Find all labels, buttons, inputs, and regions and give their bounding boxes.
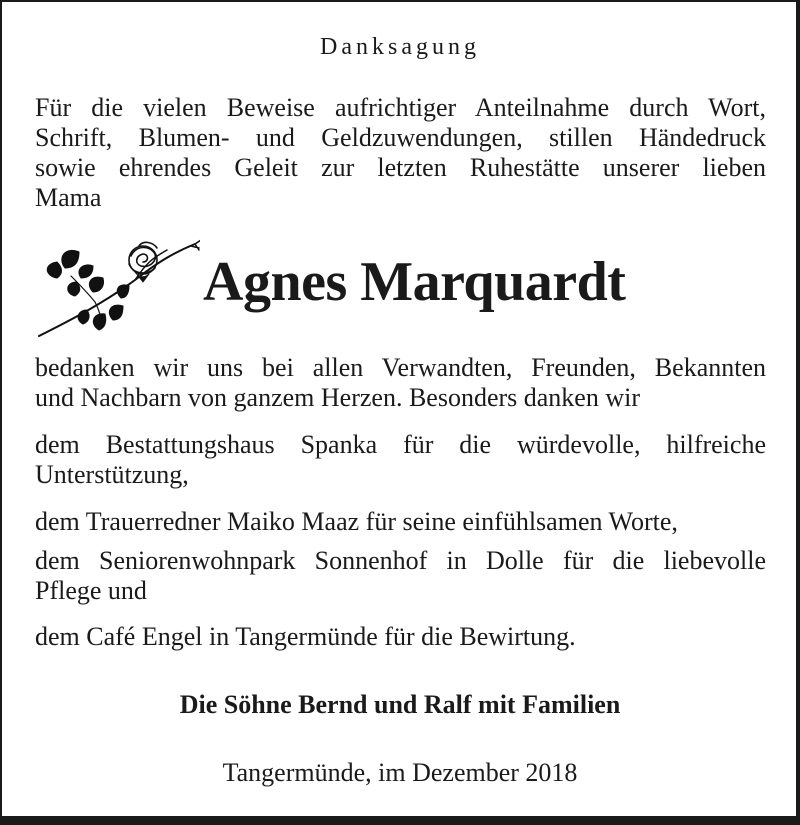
intro-line: sowie ehrendes Geleit zur letzten Ruhestätte unserer lieben — [35, 153, 766, 182]
thanks-line: Pflege und — [35, 576, 147, 605]
thanks-line: dem Café Engel in Tangermünde für die Bewirtung. — [35, 622, 576, 651]
intro-line: Mama — [35, 183, 102, 212]
thanks-line: dem Bestattungshaus Spanka für die würdevolle, hilfreiche — [35, 430, 766, 459]
thanks-paragraph-1 — [35, 353, 766, 413]
intro-line: Schrift, Blumen- und Geldzuwendungen, stillen Händedruck — [35, 123, 766, 152]
thanks-line: bedanken wir uns bei allen Verwandten, Freunden, Bekannten — [35, 353, 766, 382]
rose-branch-icon — [35, 232, 200, 340]
thanks-paragraph-2 — [35, 430, 766, 490]
thanks-line: Unterstützung, — [35, 460, 189, 489]
thanks-line: dem Seniorenwohnpark Sonnenhof in Dolle für die liebevolle — [35, 546, 766, 575]
thanks-paragraph-3 — [35, 507, 766, 537]
intro-line: Für die vielen Beweise aufrichtiger Anteilnahme durch Wort, — [35, 93, 766, 122]
thanks-paragraph-5 — [35, 622, 766, 652]
intro-paragraph — [35, 93, 766, 213]
deceased-name: Agnes Marquardt — [203, 251, 626, 313]
thanks-line: und Nachbarn von ganzem Herzen. Besonders danken wir — [35, 383, 641, 412]
place-date: Tangermünde, im Dezember 2018 — [222, 758, 578, 787]
thanks-paragraph-4 — [35, 546, 766, 606]
thanks-line: dem Trauerredner Maiko Maaz für seine einfühlsamen Worte, — [35, 507, 678, 536]
signoff: Die Söhne Bernd und Ralf mit Familien — [179, 690, 621, 719]
heading: Danksagung — [320, 34, 480, 60]
